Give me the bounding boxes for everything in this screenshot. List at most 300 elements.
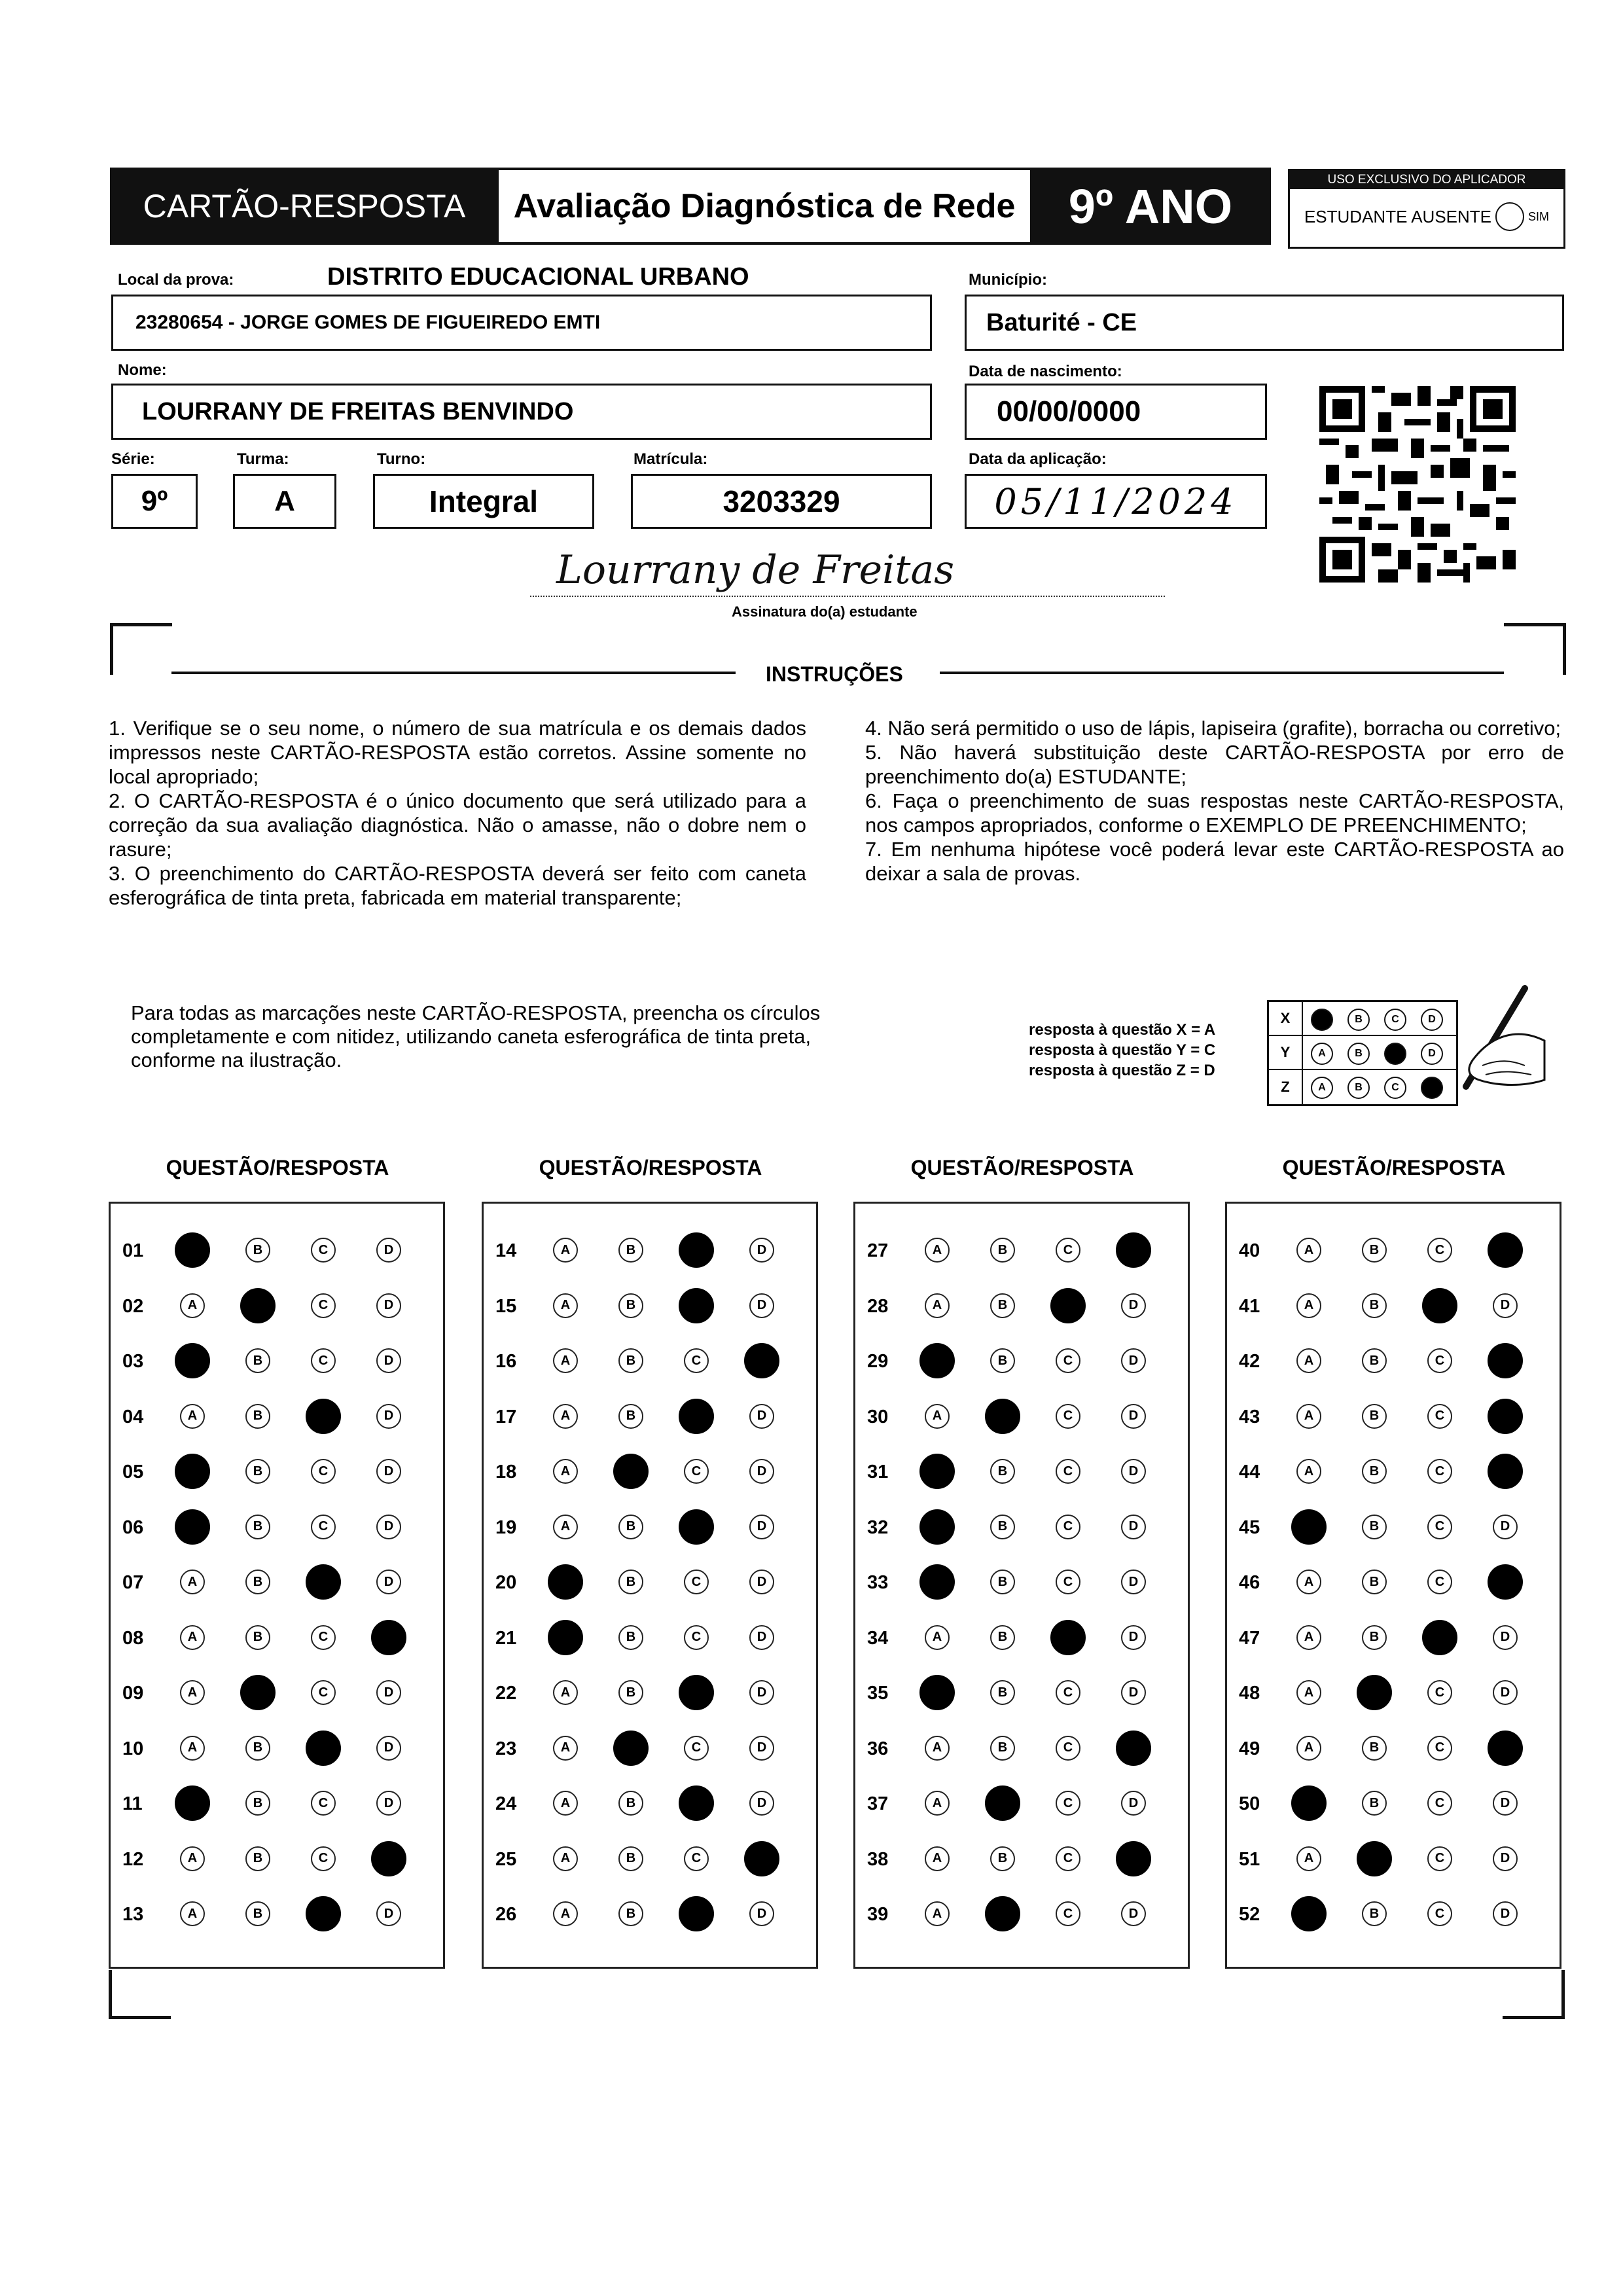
answer-bubble-c[interactable]	[679, 1399, 714, 1434]
answer-bubble-d[interactable]	[371, 1620, 406, 1655]
answer-bubble-a[interactable]: A	[553, 1293, 578, 1318]
answer-bubble-c[interactable]: C	[1056, 1348, 1080, 1373]
answer-bubble-a[interactable]: A	[925, 1791, 950, 1816]
example-bubble-a: A	[1311, 1077, 1333, 1099]
question-row	[855, 1836, 1188, 1882]
question-row	[1227, 1283, 1560, 1329]
answer-bubble-a[interactable]	[175, 1509, 210, 1545]
answer-bubble-c[interactable]: C	[1427, 1459, 1452, 1484]
answer-bubble-a[interactable]: A	[553, 1404, 578, 1429]
question-number: 41	[1239, 1295, 1260, 1317]
answer-bubble-a[interactable]: A	[925, 1293, 950, 1318]
matricula-field	[631, 474, 932, 529]
answer-bubble-c[interactable]: C	[1056, 1736, 1080, 1761]
answer-bubble-c[interactable]	[1050, 1288, 1086, 1323]
answer-bubble-a[interactable]	[175, 1454, 210, 1489]
answer-bubble-c[interactable]	[679, 1509, 714, 1545]
answer-bubble-b[interactable]: B	[1362, 1293, 1387, 1318]
question-number: 13	[122, 1904, 144, 1925]
answer-bubble-b[interactable]: B	[245, 1846, 270, 1871]
question-number: 12	[122, 1848, 144, 1870]
answer-bubble-c[interactable]	[1050, 1620, 1086, 1655]
answer-bubble-b[interactable]: B	[618, 1570, 643, 1594]
answer-bubble-a[interactable]	[548, 1564, 583, 1600]
answer-bubble-b[interactable]: B	[245, 1459, 270, 1484]
answer-bubble-c[interactable]: C	[311, 1293, 336, 1318]
turno-field	[373, 474, 594, 529]
answer-bubble-d[interactable]	[1488, 1399, 1523, 1434]
answer-bubble-c[interactable]: C	[1427, 1348, 1452, 1373]
question-number: 49	[1239, 1738, 1260, 1759]
answer-bubble-b[interactable]: B	[1362, 1238, 1387, 1263]
question-column	[109, 1202, 445, 1969]
answer-bubble-c[interactable]: C	[311, 1846, 336, 1871]
answer-bubble-a[interactable]: A	[925, 1238, 950, 1263]
answer-bubble-b[interactable]: B	[618, 1238, 643, 1263]
serie-label: Série:	[111, 450, 155, 468]
question-row	[484, 1283, 816, 1329]
question-row	[111, 1615, 443, 1660]
answer-bubble-c[interactable]: C	[1427, 1238, 1452, 1263]
answer-bubble-d[interactable]: D	[1493, 1293, 1518, 1318]
answer-bubble-c[interactable]	[679, 1675, 714, 1710]
answer-bubble-a[interactable]: A	[1296, 1846, 1321, 1871]
answer-bubble-a[interactable]: A	[1296, 1459, 1321, 1484]
question-row	[111, 1448, 443, 1494]
answer-bubble-d[interactable]: D	[749, 1680, 774, 1705]
answer-bubble-c[interactable]: C	[1056, 1680, 1080, 1705]
answer-bubble-d[interactable]	[1488, 1454, 1523, 1489]
answer-bubble-d[interactable]: D	[1121, 1459, 1146, 1484]
instruction-3: 3. O preenchimento do CARTÃO-RESPOSTA deverá ser feito com caneta esferográfica de tinta preta, fabricada em material transparente;	[109, 862, 806, 909]
answer-bubble-b[interactable]	[985, 1896, 1020, 1931]
answer-bubble-b[interactable]: B	[245, 1736, 270, 1761]
answer-bubble-b[interactable]: B	[1362, 1515, 1387, 1539]
question-number: 25	[495, 1848, 517, 1870]
answer-bubble-d[interactable]	[1488, 1232, 1523, 1268]
absent-option: SIM	[1528, 209, 1550, 223]
answer-bubble-c[interactable]: C	[1056, 1238, 1080, 1263]
example-bubble-b: B	[1347, 1077, 1370, 1099]
answer-bubble-c[interactable]: C	[1056, 1404, 1080, 1429]
answer-bubble-c[interactable]	[679, 1232, 714, 1268]
instruction-2: 2. O CARTÃO-RESPOSTA é o único documento que será utilizado para a correção da sua avaliação diagnóstica. Não o amasse, não o dobre nem o rasure;	[109, 789, 806, 861]
answer-bubble-b[interactable]: B	[245, 1348, 270, 1373]
answer-bubble-d[interactable]: D	[749, 1404, 774, 1429]
question-row	[855, 1283, 1188, 1329]
question-number: 44	[1239, 1462, 1260, 1482]
answer-bubble-a[interactable]: A	[925, 1736, 950, 1761]
header-title-left-text: CARTÃO-RESPOSTA	[143, 188, 466, 224]
answer-bubble-a[interactable]	[175, 1343, 210, 1378]
answer-bubble-a[interactable]	[548, 1620, 583, 1655]
answer-bubble-a[interactable]	[919, 1343, 955, 1378]
answer-bubble-b[interactable]	[240, 1288, 276, 1323]
answer-bubble-d[interactable]: D	[376, 1791, 401, 1816]
example-text: Para todas as marcações neste CARTÃO-RESPOSTA, preencha os círculos completamente e com nitidez, utilizando caneta esferográfica de tinta preta, conforme na ilustração.	[131, 1001, 821, 1071]
answer-bubble-b[interactable]: B	[990, 1570, 1015, 1594]
answer-bubble-b[interactable]: B	[245, 1515, 270, 1539]
answer-bubble-c[interactable]: C	[1427, 1515, 1452, 1539]
answer-bubble-a[interactable]	[919, 1454, 955, 1489]
answer-bubble-d[interactable]	[1488, 1731, 1523, 1766]
answer-bubble-c[interactable]: C	[1056, 1459, 1080, 1484]
answer-bubble-a[interactable]: A	[553, 1348, 578, 1373]
answer-bubble-b[interactable]: B	[990, 1625, 1015, 1650]
answer-bubble-a[interactable]	[175, 1232, 210, 1268]
question-number: 01	[122, 1240, 144, 1261]
answer-bubble-d[interactable]: D	[1493, 1680, 1518, 1705]
answer-bubble-a[interactable]: A	[180, 1570, 205, 1594]
answer-bubble-d[interactable]: D	[749, 1791, 774, 1816]
answer-bubble-b[interactable]: B	[1362, 1348, 1387, 1373]
question-number: 52	[1239, 1904, 1260, 1925]
answer-bubble-c[interactable]: C	[1056, 1791, 1080, 1816]
municipio-label: Município:	[969, 271, 1047, 289]
answer-bubble-b[interactable]: B	[1362, 1570, 1387, 1594]
answer-bubble-d[interactable]: D	[1493, 1901, 1518, 1926]
answer-bubble-a[interactable]	[919, 1675, 955, 1710]
answer-bubble-d[interactable]: D	[1121, 1570, 1146, 1594]
answer-bubble-d[interactable]: D	[749, 1459, 774, 1484]
answer-bubble-d[interactable]: D	[749, 1736, 774, 1761]
question-row	[855, 1227, 1188, 1273]
answer-bubble-d[interactable]	[1116, 1841, 1151, 1876]
question-row	[855, 1338, 1188, 1384]
answer-bubble-b[interactable]: B	[990, 1238, 1015, 1263]
answer-bubble-b[interactable]: B	[618, 1846, 643, 1871]
question-row	[855, 1725, 1188, 1771]
answer-bubble-c[interactable]	[1422, 1620, 1457, 1655]
answer-bubble-b[interactable]: B	[245, 1625, 270, 1650]
answer-bubble-b[interactable]: B	[245, 1238, 270, 1263]
aplicacao-value: 05/11/2024	[994, 480, 1238, 522]
answer-bubble-d[interactable]: D	[749, 1625, 774, 1650]
answer-bubble-c[interactable]: C	[1056, 1901, 1080, 1926]
answer-bubble-a[interactable]: A	[553, 1846, 578, 1871]
answer-bubble-c[interactable]: C	[1427, 1791, 1452, 1816]
answer-bubble-c[interactable]: C	[311, 1459, 336, 1484]
answer-bubble-b[interactable]: B	[990, 1459, 1015, 1484]
answer-bubble-d[interactable]: D	[376, 1515, 401, 1539]
answer-bubble-d[interactable]: D	[1121, 1293, 1146, 1318]
question-number: 37	[867, 1793, 889, 1814]
question-row	[484, 1780, 816, 1826]
answer-bubble-b[interactable]: B	[990, 1348, 1015, 1373]
answer-bubble-d[interactable]: D	[749, 1238, 774, 1263]
answer-bubble-c[interactable]: C	[311, 1791, 336, 1816]
answer-bubble-d[interactable]	[1116, 1731, 1151, 1766]
answer-bubble-a[interactable]: A	[925, 1846, 950, 1871]
answer-bubble-b[interactable]: B	[990, 1846, 1015, 1871]
answer-bubble-d[interactable]: D	[1121, 1515, 1146, 1539]
header-title-right	[1030, 168, 1271, 245]
question-row	[484, 1559, 816, 1605]
answer-bubble-c[interactable]: C	[1427, 1736, 1452, 1761]
question-number: 06	[122, 1516, 144, 1538]
pen-hand-icon	[1420, 982, 1551, 1113]
question-number: 03	[122, 1351, 144, 1372]
answer-bubble-c[interactable]	[306, 1399, 341, 1434]
answer-bubble-c[interactable]	[1422, 1288, 1457, 1323]
question-number: 42	[1239, 1351, 1260, 1372]
answer-bubble-a[interactable]: A	[1296, 1736, 1321, 1761]
question-row	[855, 1504, 1188, 1550]
answer-bubble-d[interactable]: D	[376, 1459, 401, 1484]
answer-bubble-b[interactable]: B	[618, 1348, 643, 1373]
answer-bubble-a[interactable]: A	[1296, 1625, 1321, 1650]
header-title-center-text: Avaliação Diagnóstica de Rede	[513, 187, 1016, 225]
question-number: 45	[1239, 1516, 1260, 1538]
serie-field	[111, 474, 198, 529]
answer-bubble-b[interactable]	[985, 1785, 1020, 1821]
answer-bubble-b[interactable]: B	[618, 1625, 643, 1650]
answer-bubble-c[interactable]: C	[684, 1846, 709, 1871]
answer-bubble-c[interactable]: C	[684, 1625, 709, 1650]
answer-bubble-a[interactable]: A	[1296, 1570, 1321, 1594]
answer-bubble-d[interactable]: D	[749, 1515, 774, 1539]
answer-bubble-a[interactable]: A	[180, 1901, 205, 1926]
answer-bubble-d[interactable]: D	[1121, 1404, 1146, 1429]
question-number: 28	[867, 1295, 889, 1317]
instructions-line-right	[940, 672, 1504, 674]
answer-bubble-a[interactable]: A	[925, 1404, 950, 1429]
answer-bubble-a[interactable]: A	[553, 1515, 578, 1539]
answer-bubble-c[interactable]: C	[1056, 1515, 1080, 1539]
question-number: 33	[867, 1572, 889, 1593]
question-row	[111, 1780, 443, 1826]
answer-bubble-d[interactable]	[1488, 1564, 1523, 1600]
answer-bubble-a[interactable]: A	[1296, 1680, 1321, 1705]
answer-bubble-c[interactable]: C	[684, 1570, 709, 1594]
answer-bubble-b[interactable]: B	[618, 1901, 643, 1926]
answer-bubble-b[interactable]: B	[245, 1901, 270, 1926]
question-row	[484, 1448, 816, 1494]
answer-bubble-a[interactable]: A	[553, 1901, 578, 1926]
question-number: 40	[1239, 1240, 1260, 1261]
example-line-z: resposta à questão Z = D	[1029, 1062, 1215, 1079]
answer-bubble-a[interactable]: A	[925, 1901, 950, 1926]
answer-bubble-c[interactable]: C	[1056, 1846, 1080, 1871]
answer-bubble-c[interactable]: C	[684, 1459, 709, 1484]
answer-bubble-d[interactable]: D	[1493, 1846, 1518, 1871]
answer-bubble-c[interactable]: C	[1427, 1404, 1452, 1429]
answer-bubble-a[interactable]	[1291, 1509, 1327, 1545]
answer-bubble-b[interactable]: B	[1362, 1791, 1387, 1816]
answer-bubble-a[interactable]	[1291, 1785, 1327, 1821]
answer-bubble-b[interactable]: B	[618, 1515, 643, 1539]
example-lines	[1029, 1020, 1215, 1081]
answer-bubble-c[interactable]: C	[1056, 1570, 1080, 1594]
answer-bubble-c[interactable]: C	[1427, 1570, 1452, 1594]
answer-bubble-c[interactable]: C	[311, 1680, 336, 1705]
answer-bubble-a[interactable]	[175, 1785, 210, 1821]
question-number: 51	[1239, 1848, 1260, 1870]
answer-bubble-d[interactable]: D	[376, 1901, 401, 1926]
answer-bubble-c[interactable]: C	[311, 1348, 336, 1373]
answer-bubble-c[interactable]: C	[1427, 1846, 1452, 1871]
question-row	[484, 1891, 816, 1937]
answer-bubble-b[interactable]: B	[618, 1680, 643, 1705]
answer-bubble-b[interactable]: B	[990, 1680, 1015, 1705]
answer-bubble-b[interactable]: B	[990, 1515, 1015, 1539]
answer-bubble-d[interactable]: D	[1121, 1625, 1146, 1650]
answer-bubble-d[interactable]: D	[376, 1348, 401, 1373]
answer-bubble-b[interactable]: B	[990, 1293, 1015, 1318]
answer-bubble-b[interactable]	[240, 1675, 276, 1710]
answer-bubble-d[interactable]: D	[749, 1293, 774, 1318]
answer-bubble-a[interactable]	[919, 1509, 955, 1545]
header-title-left	[110, 168, 499, 245]
question-number: 16	[495, 1351, 517, 1372]
question-row	[484, 1836, 816, 1882]
answer-bubble-d[interactable]: D	[1121, 1680, 1146, 1705]
instruction-4: 4. Não será permitido o uso de lápis, lapiseira (grafite), borracha ou corretivo;	[865, 717, 1561, 740]
answer-bubble-b[interactable]	[1357, 1841, 1392, 1876]
answer-bubble-a[interactable]: A	[180, 1680, 205, 1705]
answer-bubble-b[interactable]: B	[245, 1791, 270, 1816]
answer-bubble-a[interactable]: A	[925, 1625, 950, 1650]
question-number: 24	[495, 1793, 517, 1814]
answer-bubble-d[interactable]: D	[376, 1680, 401, 1705]
answer-bubble-d[interactable]	[744, 1841, 779, 1876]
answer-bubble-a[interactable]: A	[1296, 1348, 1321, 1373]
question-number: 34	[867, 1627, 889, 1649]
answer-bubble-d[interactable]: D	[1121, 1901, 1146, 1926]
absent-label: ESTUDANTE AUSENTE	[1304, 206, 1492, 226]
question-row	[1227, 1338, 1560, 1384]
question-column	[482, 1202, 818, 1969]
answer-bubble-a[interactable]: A	[553, 1459, 578, 1484]
answer-bubble-c[interactable]	[306, 1731, 341, 1766]
answer-bubble-a[interactable]	[1291, 1896, 1327, 1931]
question-row	[1227, 1725, 1560, 1771]
answer-bubble-a[interactable]: A	[180, 1625, 205, 1650]
aplicacao-field	[965, 474, 1267, 529]
answer-bubble-a[interactable]: A	[1296, 1293, 1321, 1318]
municipio-value: Baturité - CE	[986, 308, 1137, 336]
answer-bubble-d[interactable]: D	[1121, 1348, 1146, 1373]
question-number: 19	[495, 1516, 517, 1538]
question-row	[484, 1504, 816, 1550]
answer-bubble-b[interactable]: B	[990, 1736, 1015, 1761]
example-bubble-c: C	[1384, 1077, 1406, 1099]
answer-bubble-c[interactable]: C	[1427, 1901, 1452, 1926]
answer-bubble-d[interactable]	[744, 1343, 779, 1378]
example-bubble-d: D	[1421, 1043, 1443, 1065]
example-row-label: Y	[1269, 1036, 1303, 1069]
answer-bubble-d[interactable]: D	[749, 1901, 774, 1926]
answer-bubble-a[interactable]: A	[553, 1238, 578, 1263]
corner-mark-bottom-right	[1503, 1970, 1565, 2019]
answer-bubble-d[interactable]: D	[749, 1570, 774, 1594]
answer-bubble-b[interactable]: B	[1362, 1901, 1387, 1926]
answer-bubble-a[interactable]: A	[553, 1736, 578, 1761]
answer-bubble-a[interactable]: A	[180, 1846, 205, 1871]
answer-bubble-b[interactable]: B	[1362, 1404, 1387, 1429]
turma-field	[233, 474, 336, 529]
answer-bubble-d[interactable]: D	[1493, 1791, 1518, 1816]
instruction-5: 5. Não haverá substituição deste CARTÃO-RESPOSTA por erro de preenchimento do(a) ESTUDANTE;	[865, 741, 1564, 788]
answer-bubble-a[interactable]: A	[180, 1404, 205, 1429]
answer-bubble-c[interactable]: C	[311, 1625, 336, 1650]
example-row-label: Z	[1269, 1070, 1303, 1104]
answer-bubble-d[interactable]: D	[1493, 1515, 1518, 1539]
question-column-title: QUESTÃO/RESPOSTA	[1282, 1156, 1506, 1179]
answer-bubble-b[interactable]: B	[1362, 1625, 1387, 1650]
question-row	[111, 1891, 443, 1937]
applicator-label: USO EXCLUSIVO DO APLICADOR	[1290, 171, 1563, 189]
serie-value: 9º	[141, 485, 168, 517]
answer-bubble-c[interactable]: C	[684, 1736, 709, 1761]
question-row	[111, 1836, 443, 1882]
answer-bubble-d[interactable]	[1488, 1343, 1523, 1378]
answer-bubble-a[interactable]: A	[553, 1791, 578, 1816]
answer-bubble-d[interactable]: D	[376, 1404, 401, 1429]
answer-bubble-a[interactable]: A	[1296, 1238, 1321, 1263]
answer-bubble-b[interactable]	[1357, 1675, 1392, 1710]
answer-bubble-c[interactable]: C	[684, 1348, 709, 1373]
answer-bubble-a[interactable]: A	[180, 1736, 205, 1761]
answer-bubble-c[interactable]: C	[311, 1515, 336, 1539]
answer-bubble-d[interactable]: D	[376, 1293, 401, 1318]
answer-bubble-b[interactable]	[613, 1454, 649, 1489]
answer-bubble-a[interactable]: A	[1296, 1404, 1321, 1429]
answer-bubble-b[interactable]: B	[245, 1570, 270, 1594]
answer-bubble-a[interactable]	[919, 1564, 955, 1600]
answer-bubble-b[interactable]: B	[618, 1791, 643, 1816]
answer-bubble-b[interactable]	[613, 1731, 649, 1766]
signature-label: Assinatura do(a) estudante	[732, 603, 918, 620]
question-row	[111, 1670, 443, 1715]
answer-bubble-b[interactable]: B	[1362, 1459, 1387, 1484]
question-number: 17	[495, 1406, 517, 1427]
answer-bubble-c[interactable]	[679, 1785, 714, 1821]
absent-checkbox[interactable]	[1495, 202, 1524, 231]
answer-bubble-d[interactable]	[1116, 1232, 1151, 1268]
answer-bubble-b[interactable]	[985, 1399, 1020, 1434]
question-row	[111, 1393, 443, 1439]
answer-bubble-d[interactable]: D	[376, 1570, 401, 1594]
answer-bubble-b[interactable]: B	[618, 1404, 643, 1429]
answer-bubble-d[interactable]: D	[376, 1238, 401, 1263]
answer-bubble-c[interactable]: C	[1427, 1680, 1452, 1705]
answer-bubble-c[interactable]	[306, 1564, 341, 1600]
nome-value: LOURRANY DE FREITAS BENVINDO	[142, 397, 574, 425]
answer-bubble-d[interactable]	[371, 1841, 406, 1876]
answer-bubble-d[interactable]: D	[1493, 1625, 1518, 1650]
answer-bubble-b[interactable]: B	[618, 1293, 643, 1318]
answer-bubble-b[interactable]: B	[245, 1404, 270, 1429]
answer-bubble-c[interactable]	[306, 1896, 341, 1931]
answer-bubble-c[interactable]	[679, 1288, 714, 1323]
nascimento-value: 00/00/0000	[997, 395, 1141, 427]
example-bubble-d: D	[1421, 1009, 1443, 1031]
local-value: 23280654 - JORGE GOMES DE FIGUEIREDO EMTI	[135, 312, 601, 333]
answer-bubble-a[interactable]: A	[180, 1293, 205, 1318]
answer-bubble-d[interactable]: D	[1121, 1791, 1146, 1816]
question-column-title: QUESTÃO/RESPOSTA	[539, 1156, 762, 1179]
question-number: 50	[1239, 1793, 1260, 1814]
answer-bubble-d[interactable]: D	[376, 1736, 401, 1761]
answer-bubble-a[interactable]: A	[553, 1680, 578, 1705]
answer-bubble-b[interactable]: B	[1362, 1736, 1387, 1761]
header-title-center	[499, 168, 1030, 245]
question-row	[1227, 1448, 1560, 1494]
municipio-field	[965, 295, 1564, 351]
answer-bubble-c[interactable]: C	[311, 1238, 336, 1263]
answer-bubble-c[interactable]	[679, 1896, 714, 1931]
